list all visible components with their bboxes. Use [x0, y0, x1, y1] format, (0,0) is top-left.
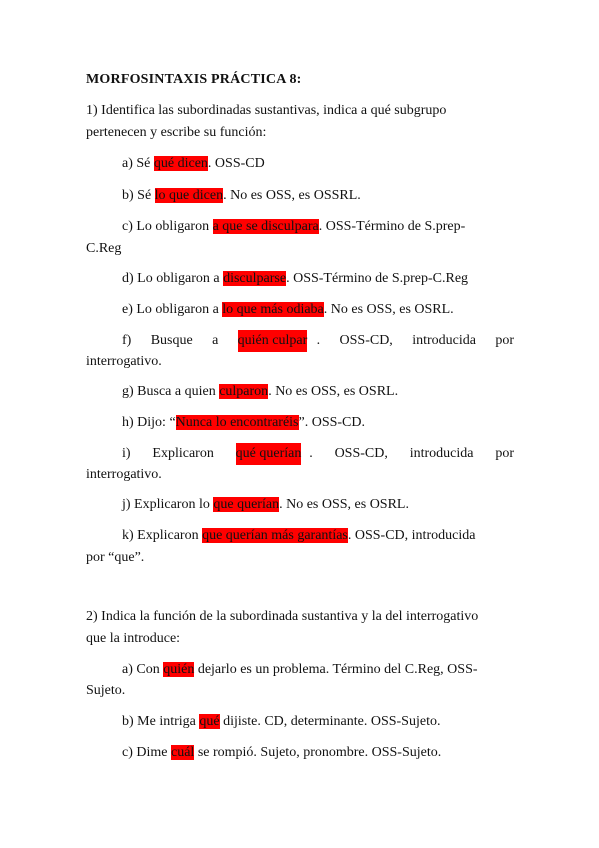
s2-item-b: b) Me intriga qué dijiste. CD, determinante. OSS-Sujeto.: [122, 714, 441, 729]
highlight: que querían: [213, 497, 280, 512]
highlight: que querían más garantías: [202, 528, 348, 543]
highlight: cuál: [170, 745, 195, 760]
s2-item-a-cont: Sujeto.: [86, 683, 126, 698]
section1-intro: [86, 100, 514, 144]
s1-item-d: d) Lo obligaron a disculparse. OSS-Término de S.prep-C.Reg: [122, 271, 469, 286]
highlight: lo que más odiaba: [222, 302, 324, 317]
s1-item-a: a) Sé qué dicen. OSS-CD: [122, 156, 265, 171]
section2-intro-line1: 2) Indica la función de la subordinada sustantiva y la del interrogativo: [86, 609, 479, 624]
s1-item-i: i) Explicaron qué querían . OSS-CD, introducida por: [122, 443, 514, 465]
s1-item-e: e) Lo obligaron a lo que más odiaba. No es OSS, es OSRL.: [122, 302, 454, 317]
section2-intro: [86, 606, 514, 650]
section1-intro-line2: pertenecen y escribe su función:: [86, 125, 267, 140]
s1-item-c: c) Lo obligaron a que se disculpara. OSS-Término de S.prep-: [122, 219, 466, 234]
highlight: qué: [199, 714, 220, 729]
section1-intro-line1: 1) Identifica las subordinadas sustantivas, indica a qué subgrupo: [86, 103, 447, 118]
s1-item-g: g) Busca a quien culparon. No es OSS, es OSRL.: [122, 384, 399, 399]
s1-item-i-cont: interrogativo.: [86, 467, 162, 482]
highlight: qué querían: [236, 443, 302, 465]
page-title: MORFOSINTAXIS PRÁCTICA 8:: [86, 72, 302, 87]
highlight: Nunca lo encontraréis: [175, 415, 299, 430]
s2-item-c: c) Dime cuál se rompió. Sujeto, pronombre. OSS-Sujeto.: [122, 745, 442, 760]
highlight: a que se disculpara: [212, 219, 319, 234]
s1-item-j: j) Explicaron lo que querían. No es OSS, es OSRL.: [122, 497, 409, 512]
highlight: qué dicen: [153, 156, 208, 171]
s1-item-k: k) Explicaron que querían más garantías. OSS-CD, introducida: [122, 528, 476, 543]
s1-item-b: b) Sé lo que dicen. No es OSS, es OSSRL.: [122, 188, 361, 203]
section2-intro-line2: que la introduce:: [86, 631, 181, 646]
s2-item-a: a) Con quién dejarlo es un problema. Término del C.Reg, OSS-: [122, 662, 478, 677]
highlight: lo que dicen: [154, 188, 224, 203]
highlight: disculparse: [223, 271, 287, 286]
s1-item-k-cont: por “que”.: [86, 550, 145, 565]
s1-item-c-cont: C.Reg: [86, 241, 122, 256]
highlight: culparon: [219, 384, 269, 399]
highlight: quién: [163, 662, 195, 677]
s1-item-f-cont: interrogativo.: [86, 354, 162, 369]
s1-item-f: f) Busque a quién culpar . OSS-CD, introducida por: [122, 330, 514, 352]
highlight: quién culpar: [238, 330, 308, 352]
s1-item-h: h) Dijo: “Nunca lo encontraréis”. OSS-CD.: [122, 415, 366, 430]
